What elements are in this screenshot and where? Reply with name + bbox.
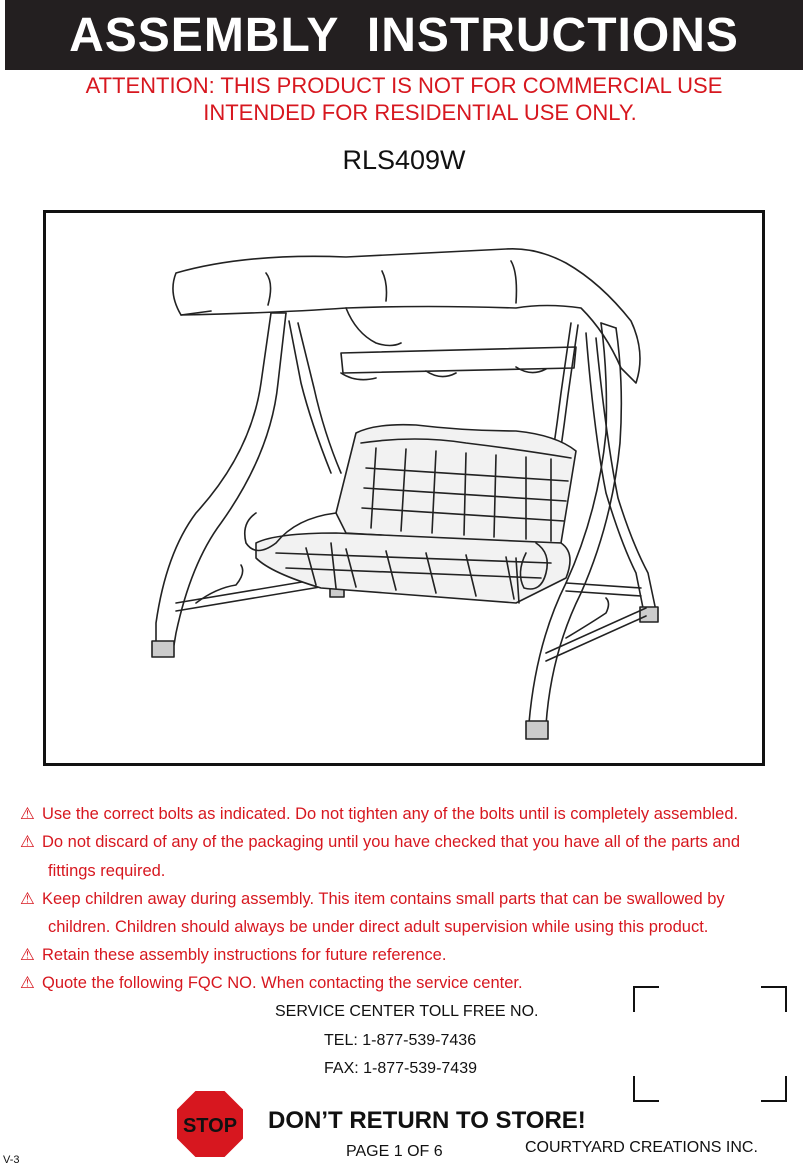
warning-item: ⚠ Quote the following FQC NO. When contacting the service center.	[20, 969, 523, 997]
page-number: PAGE 1 OF 6	[346, 1143, 443, 1160]
warning-item: ⚠ Use the correct bolts as indicated. Do not tighten any of the bolts until is completely assembled.	[20, 800, 738, 828]
warning-item: ⚠ Do not discard of any of the packaging until you have checked that you have all of the parts and	[20, 828, 740, 856]
warning-triangle-icon: ⚠	[20, 833, 35, 851]
fqc-box-corner	[761, 986, 787, 1012]
product-illustration-frame	[43, 210, 765, 766]
warning-triangle-icon: ⚠	[20, 890, 35, 908]
stop-sign-text: STOP	[182, 1115, 238, 1137]
service-tel: TEL: 1-877-539-7436	[324, 1032, 477, 1049]
warning-continuation: children. Children should always be under direct adult supervision while using this product.	[48, 918, 709, 936]
page-title: ASSEMBLY INSTRUCTIONS	[69, 8, 739, 62]
service-fax: FAX: 1-877-539-7439	[324, 1060, 477, 1077]
attention-line-1: ATTENTION: THIS PRODUCT IS NOT FOR COMMERCIAL USE	[85, 73, 723, 98]
warning-item: ⚠ Keep children away during assembly. This item contains small parts that can be swallowed by	[20, 885, 725, 913]
warning-triangle-icon: ⚠	[20, 974, 35, 992]
service-center-title: SERVICE CENTER TOLL FREE NO.	[275, 1003, 539, 1020]
title-banner	[5, 0, 803, 70]
model-number: RLS409W	[342, 145, 466, 175]
fqc-box-corner	[761, 1076, 787, 1102]
dont-return-notice: DON’T RETURN TO STORE!	[268, 1107, 586, 1134]
warning-triangle-icon: ⚠	[20, 805, 35, 823]
warning-triangle-icon: ⚠	[20, 946, 35, 964]
fqc-box-corner	[633, 986, 659, 1012]
company-name: COURTYARD CREATIONS INC.	[525, 1139, 758, 1156]
stop-sign-icon	[175, 1089, 245, 1159]
swing-illustration-icon	[46, 213, 762, 763]
warning-item: ⚠ Retain these assembly instructions for future reference.	[20, 941, 446, 969]
attention-line-2: INTENDED FOR RESIDENTIAL USE ONLY.	[203, 100, 637, 125]
version-label: V-3	[3, 1154, 20, 1166]
warning-continuation: fittings required.	[48, 862, 166, 880]
fqc-box-corner	[633, 1076, 659, 1102]
